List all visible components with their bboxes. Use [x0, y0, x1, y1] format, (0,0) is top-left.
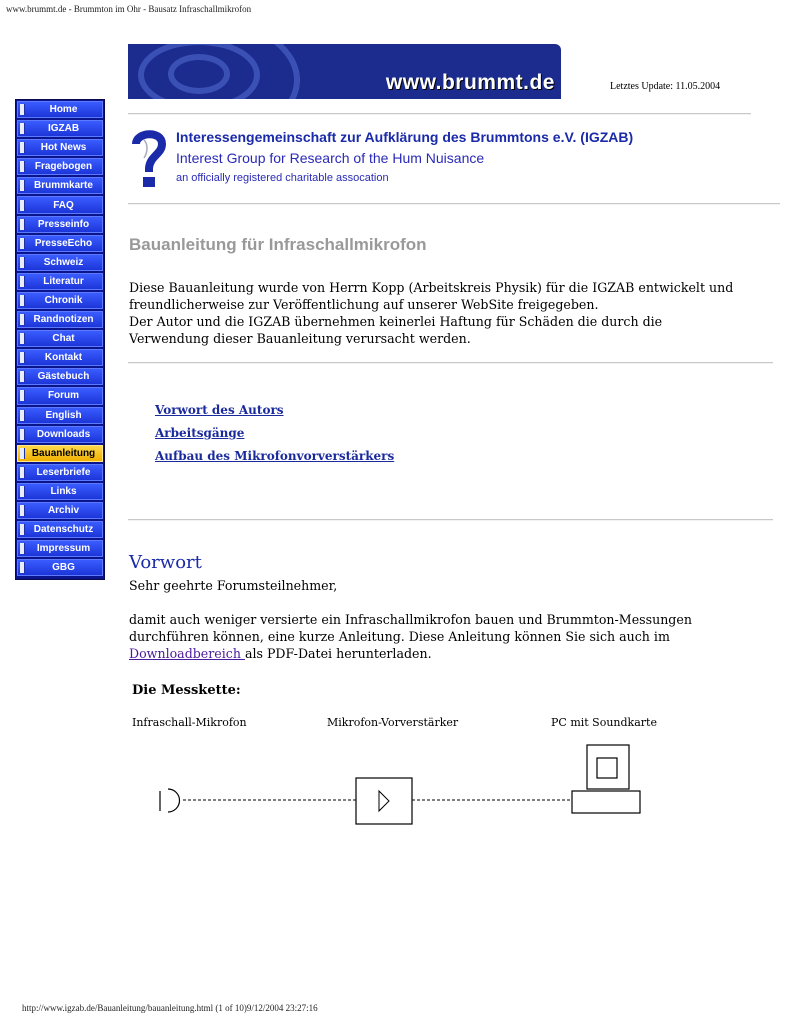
intro-line: Diese Bauanleitung wurde von Herrn Kopp (Arbeitskreis Physik) für die IGZAB entwickelt und — [129, 280, 734, 295]
diagram-heading: Die Messkette: — [132, 683, 241, 698]
sidebar-item-schweiz[interactable] — [17, 254, 103, 271]
last-update: Letztes Update: 11.05.2004 — [610, 81, 721, 92]
sidebar-item-gästebuch[interactable] — [17, 368, 103, 385]
sidebar-item-label: Bauanleitung — [31, 447, 96, 459]
divider — [128, 203, 780, 205]
sidebar-item-label: Impressum — [36, 543, 91, 555]
banner-site-name: www.brummt.de — [385, 71, 555, 94]
download-link[interactable]: Downloadbereich — [129, 646, 245, 661]
vorwort-line-rest: als PDF-Datei herunterladen. — [244, 646, 432, 661]
print-footer: http://www.igzab.de/Bauanleitung/bauanleitung.html (1 of 10)9/12/2004 23:27:16 — [22, 1003, 318, 1013]
divider — [128, 113, 751, 115]
sidebar-item-forum[interactable] — [17, 387, 103, 404]
sidebar-item-randnotizen[interactable] — [17, 311, 103, 328]
sidebar-item-label: Fragebogen — [34, 161, 93, 173]
sidebar-item-downloads[interactable] — [17, 426, 103, 443]
intro-line: freundlicherweise zur Veröffentlichung auf unserer WebSite freigegeben. — [129, 297, 599, 312]
sidebar-item-label: Downloads — [36, 428, 91, 440]
vorwort-line — [129, 645, 692, 662]
sidebar-item-presseinfo[interactable] — [17, 216, 103, 233]
sidebar-item-label: Presseinfo — [37, 218, 90, 230]
sidebar-item-igzab[interactable] — [17, 120, 103, 137]
banner-swirl — [168, 54, 230, 94]
sidebar-item-label: Chronik — [44, 294, 83, 306]
sidebar-item-hot-news[interactable] — [17, 139, 103, 156]
sidebar-item-english[interactable] — [17, 407, 103, 424]
sidebar-item-chat[interactable] — [17, 330, 103, 347]
preamp-box — [356, 778, 412, 824]
sidebar-item-archiv[interactable] — [17, 502, 103, 519]
sidebar-item-label: Kontakt — [44, 352, 83, 364]
toc-link-arbeitsgaenge[interactable]: Arbeitsgänge — [155, 426, 245, 440]
sidebar-item-leserbriefe[interactable] — [17, 464, 103, 481]
label-pc: PC mit Soundkarte — [551, 716, 657, 729]
sidebar-item-label: Chat — [52, 333, 75, 345]
sidebar-item-bauanleitung[interactable] — [17, 445, 103, 462]
sidebar-item-presseecho[interactable] — [17, 235, 103, 252]
intro-line: Verwendung dieser Bauanleitung verursacht werden. — [129, 331, 471, 346]
sidebar-item-kontakt[interactable] — [17, 349, 103, 366]
vorwort-line: durchführen können, eine kurze Anleitung. Diese Anleitung können Sie sich auch im — [129, 629, 670, 644]
page-title: Bauanleitung für Infraschallmikrofon — [129, 235, 427, 254]
sidebar-item-label: English — [45, 409, 82, 421]
sidebar-item-label: Hot News — [40, 142, 87, 154]
site-banner[interactable] — [128, 44, 561, 99]
sidebar-item-label: Brummkarte — [34, 180, 93, 192]
sidebar-item-label: Gästebuch — [37, 371, 90, 383]
print-header: www.brummt.de - Brummton im Ohr - Bausatz Infraschallmikrofon — [6, 4, 252, 14]
org-subtitle: an officially registered charitable assocation — [176, 172, 389, 184]
greeting: Sehr geehrte Forumsteilnehmer, — [129, 578, 338, 593]
intro-line: Der Autor und die IGZAB übernehmen keinerlei Haftung für Schäden die durch die — [129, 314, 663, 329]
sidebar-item-label: Randnotizen — [33, 314, 94, 326]
sidebar-item-label: Schweiz — [43, 256, 84, 268]
toc-link-vorwort[interactable]: Vorwort des Autors — [155, 403, 284, 417]
divider — [128, 519, 773, 521]
org-name-en: Interest Group for Research of the Hum Nuisance — [176, 150, 485, 166]
sidebar-item-label: Home — [49, 104, 78, 116]
intro-paragraph — [129, 279, 733, 347]
pc-case-icon — [572, 791, 640, 813]
vorwort-paragraph — [129, 611, 692, 662]
sidebar-item-home[interactable] — [17, 101, 103, 118]
sidebar-item-datenschutz[interactable] — [17, 521, 103, 538]
section-heading-vorwort: Vorwort — [129, 552, 202, 573]
sidebar-item-label: Forum — [47, 390, 80, 402]
label-preamp: Mikrofon-Vorverstärker — [327, 716, 459, 729]
sidebar-item-chronik[interactable] — [17, 292, 103, 309]
sidebar-item-literatur[interactable] — [17, 273, 103, 290]
sidebar-item-impressum[interactable] — [17, 540, 103, 557]
sidebar-item-faq[interactable] — [17, 196, 103, 213]
divider — [128, 362, 773, 364]
sidebar-item-fragebogen[interactable] — [17, 158, 103, 175]
microphone-symbol — [168, 789, 180, 812]
org-name-de: Interessengemeinschaft zur Aufklärung des Brummtons e.V. (IGZAB) — [176, 129, 634, 145]
toc-link-aufbau[interactable]: Aufbau des Mikrofonvorverstärkers — [155, 449, 395, 463]
sidebar-item-label: GBG — [52, 562, 75, 574]
sidebar-item-label: Links — [50, 485, 77, 497]
question-mark-logo — [130, 128, 168, 190]
sidebar-item-links[interactable] — [17, 483, 103, 500]
sidebar-nav — [15, 99, 105, 580]
screen-icon — [597, 758, 617, 778]
sidebar-item-brummkarte[interactable] — [17, 177, 103, 194]
sidebar-item-label: Leserbriefe — [36, 466, 91, 478]
sidebar-item-label: Literatur — [43, 275, 84, 287]
sidebar-item-label: IGZAB — [47, 123, 80, 135]
sidebar-item-label: FAQ — [53, 199, 74, 211]
sidebar-item-gbg[interactable] — [17, 559, 103, 576]
label-microphone: Infraschall-Mikrofon — [132, 716, 247, 729]
sidebar-item-label: Archiv — [47, 505, 80, 517]
sidebar-item-label: PresseEcho — [34, 237, 93, 249]
signal-chain-diagram — [125, 678, 685, 828]
sidebar-item-label: Datenschutz — [33, 524, 94, 536]
vorwort-line: damit auch weniger versierte ein Infraschallmikrofon bauen und Brummton-Messungen — [129, 612, 692, 627]
